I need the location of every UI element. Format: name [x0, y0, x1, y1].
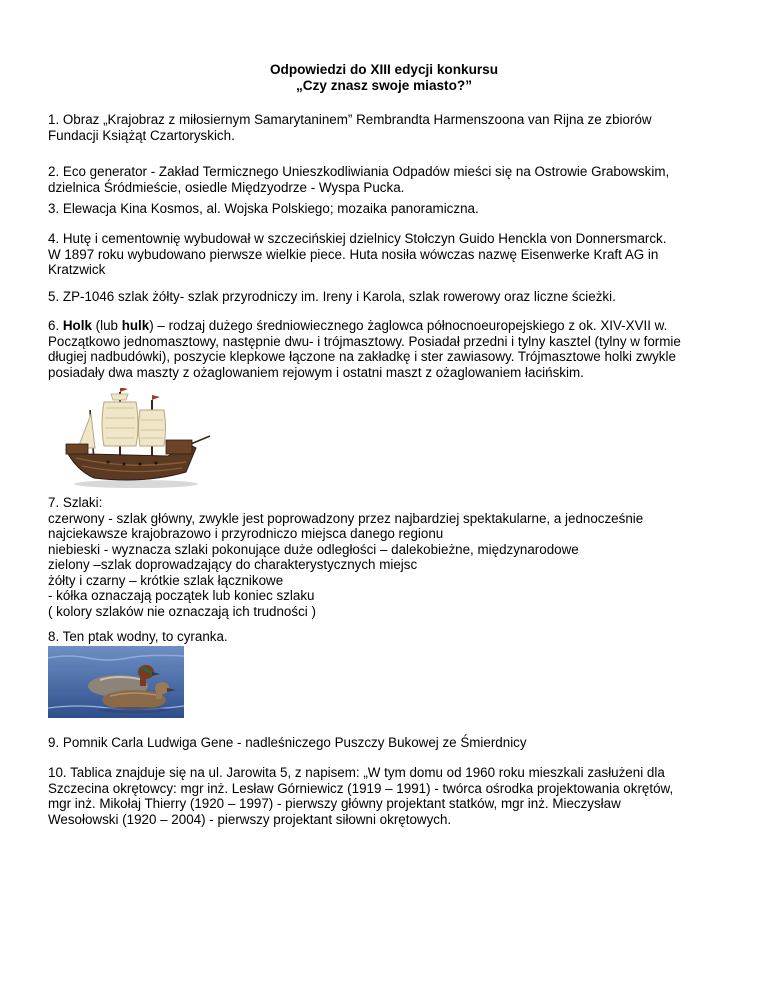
answer-5 [48, 289, 738, 305]
answer-6-line-3: długiej nadbudówki), poszycie klepkowe łączone na zakładkę i ster zawiasowy. Trójmasztowe holki zwykle [48, 349, 676, 364]
answer-7-line-3: najciekawsze krajobrazowo i przyrodniczo miejsca danego regionu [48, 526, 444, 541]
answer-3 [48, 201, 738, 217]
answer-4 [48, 231, 738, 278]
answer-7 [48, 495, 738, 619]
answer-10-line-2: Szczecina okrętowcy: mgr inż. Lesław Górniewicz (1919 – 1991) - twórca ośrodka projektowania okrętów, [48, 780, 674, 796]
teal-duck-photo [48, 646, 184, 718]
answer-6-connector: (lub [91, 318, 122, 333]
answer-2 [48, 164, 738, 195]
answer-1-line-2: Fundacji Książąt Czartoryskich. [48, 127, 235, 143]
answer-3-line-1: 3. Elewacja Kina Kosmos, al. Wojska Polskiego; mozaika panoramiczna. [48, 201, 479, 216]
answer-7-line-7: - kółka oznaczają początek lub koniec szlaku [48, 588, 315, 603]
answer-4-line-3: Kratzwick [48, 262, 106, 277]
answer-5-line-1: 5. ZP-1046 szlak żółty- szlak przyrodniczy im. Ireny i Karola, szlak rowerowy oraz liczne ścieżki. [48, 289, 616, 304]
teal-duck-image [48, 646, 184, 718]
answer-6-line-2: Początkowo jednomasztowy, następnie dwu- i trójmasztowy. Posiadał przedni i tylny kasztel (tylny w formie [48, 333, 681, 349]
answer-8 [48, 629, 738, 645]
ship-image [48, 388, 216, 490]
answer-10-line-1: 10. Tablica znajduje się na ul. Jarowita 5, z napisem: „W tym domu od 1960 roku mieszkali zasłużeni dla [48, 765, 665, 780]
answer-7-line-5: zielony –szlak doprowadzający do charakterystycznych miejsc [48, 557, 418, 572]
answer-7-line-8: ( kolory szlaków nie oznaczają ich trudności ) [48, 603, 316, 619]
answer-4-line-1: 4. Hutę i cementownię wybudował w szczecińskiej dzielnicy Stołczyn Guido Henckla von Donnersmarck. [48, 231, 667, 246]
answer-4-line-2: W 1897 roku wybudowano pierwsze wielkie piece. Huta nosiła wówczas nazwę Eisenwerke Kraft AG in [48, 246, 659, 262]
answer-10-line-3: mgr inż. Mikołaj Thierry (1920 – 1997) - pierwszy główny projektant statków, mgr inż. Mieczysław [48, 796, 621, 811]
answer-9 [48, 735, 738, 751]
answer-7-line-4: niebieski - wyznacza szlaki pokonujące duże odległości – dalekobieżne, międzynarodowe [48, 541, 579, 557]
answer-1-line-1: 1. Obraz „Krajobraz z miłosiernym Samarytaninem” Rembrandta Harmenszoona van Rijna ze zbiorów [48, 112, 652, 127]
answer-1 [48, 112, 738, 143]
answer-6-definition: ) – rodzaj dużego średniowiecznego żaglowca północnoeuropejskiego z ok. XIV-XVII w. [149, 318, 668, 333]
answer-6-line-4: posiadały dwa maszty z ożaglowaniem rejowym i ostatni maszt z ożaglowaniem łacińskim. [48, 364, 584, 380]
answer-7-line-2: czerwony - szlak główny, zwykle jest poprowadzony przez najbardziej spektakularne, a jednocześnie [48, 510, 644, 526]
answer-7-line-1: 7. Szlaki: [48, 495, 103, 510]
answer-2-line-1: 2. Eco generator - Zakład Termicznego Unieszkodliwiania Odpadów mieści się na Ostrowie Grabowskim, [48, 164, 670, 179]
answer-6-line-1 [48, 318, 738, 334]
holk-ship-illustration [48, 388, 216, 490]
answer-2-line-2: dzielnica Śródmieście, osiedle Międzyodrze - Wyspa Pucka. [48, 179, 405, 195]
answer-6-term-hulk: hulk [121, 318, 150, 333]
answer-6-term-holk: Holk [62, 318, 92, 333]
answer-10-line-4: Wesołowski (1920 – 2004) - pierwszy projektant siłowni okrętowych. [48, 811, 452, 827]
answer-9-line-1: 9. Pomnik Carla Ludwiga Gene - nadleśniczego Puszczy Bukowej ze Śmierdnicy [48, 735, 527, 750]
answer-7-line-6: żółty i czarny – krótkie szlak łącznikowe [48, 572, 284, 588]
answer-8-line-1: 8. Ten ptak wodny, to cyranka. [48, 629, 228, 644]
answer-6 [48, 318, 738, 380]
title-line-1: Odpowiedzi do XIII edycji konkursu [269, 62, 499, 77]
answer-10 [48, 765, 738, 827]
title-line-2: „Czy znasz swoje miasto?” [295, 78, 472, 93]
answer-6-number: 6. [48, 318, 63, 333]
document-title [0, 62, 768, 94]
